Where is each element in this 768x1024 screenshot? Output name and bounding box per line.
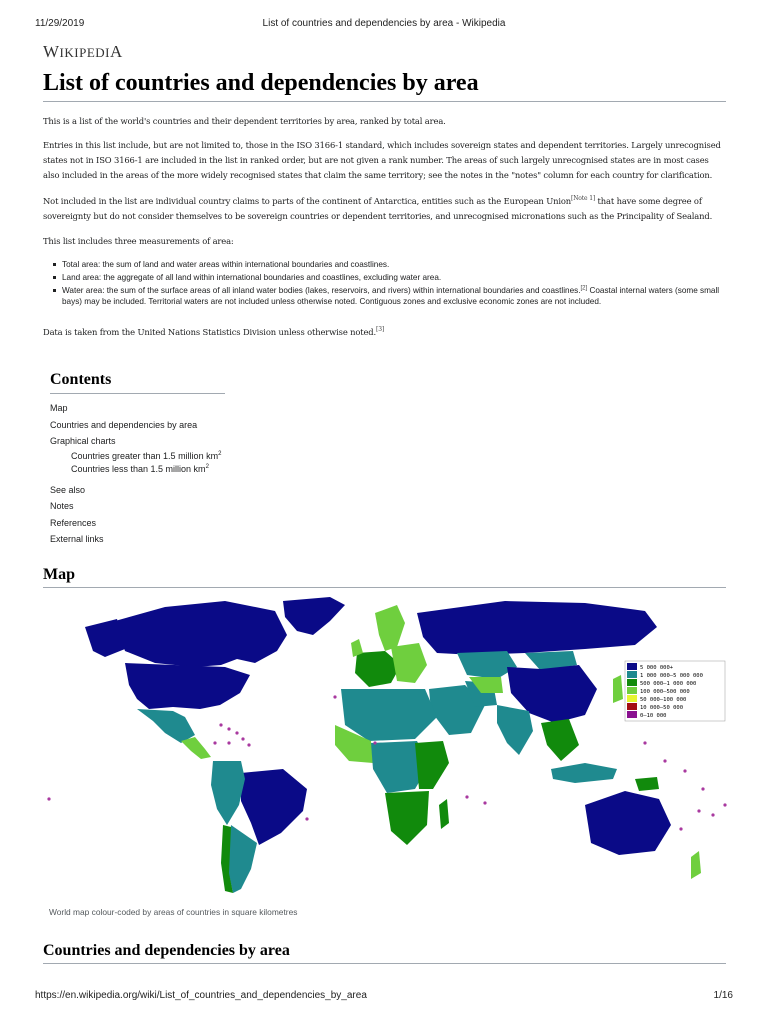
table-of-contents (50, 371, 225, 548)
toc-item-countries-by-area[interactable]: Countries and dependencies by area (50, 419, 198, 430)
map-caption: World map colour-coded by areas of countries in square kilometres (49, 907, 298, 917)
page-title: List of countries and dependencies by area (43, 70, 726, 102)
andes-countries-shape (211, 761, 245, 825)
small-island-dot (305, 817, 308, 820)
world-map[interactable] (45, 593, 735, 898)
small-island-dot (227, 741, 230, 744)
scandinavia-shape (375, 605, 405, 651)
legend-label: 0–10 000 (640, 713, 667, 719)
small-island-dot (235, 731, 238, 734)
central-america-shape (181, 737, 211, 759)
legend-swatch (627, 687, 637, 694)
legend-label: 100 000–500 000 (640, 689, 690, 695)
print-title: List of countries and dependencies by area - Wikipedia (262, 18, 506, 29)
india-shape (497, 705, 533, 755)
toc-heading: Contents (50, 371, 225, 394)
small-island-dot (663, 759, 666, 762)
p3-part-a: Not included in the list are individual country claims to parts of the continent of Antarctica, entities such as the European Union (43, 196, 572, 206)
small-island-dot (723, 803, 726, 806)
small-island-dot (47, 797, 50, 800)
intro-paragraph-2-wrap (43, 138, 726, 183)
wordmark-text: WIKIPEDIA (43, 42, 123, 61)
wikipedia-wordmark[interactable] (43, 42, 123, 62)
small-island-dot (333, 695, 336, 698)
small-island-dot (643, 741, 646, 744)
new-zealand-shape (691, 851, 701, 879)
intro-paragraph-2: Entries in this list include, but are not limited to, those in the ISO 3166-1 standard, which includes sovereign states and dependent territories. Largely unrecognised states not in ISO 3166-1 are included in the list in ranked order, but are not given a rank number. The areas of such largely unrecognised states are in most cases also included in the areas of the more widely recognised states that claim the same territory; see the notes in the "notes" column for each country for clarification. (43, 140, 721, 180)
toc-list (50, 400, 225, 548)
small-island-dot (679, 827, 682, 830)
intro-paragraph-3-wrap (43, 194, 726, 224)
definitions-list (48, 259, 720, 307)
madagascar-shape (439, 799, 449, 829)
legend-swatch (627, 711, 637, 718)
print-url: https://en.wikipedia.org/wiki/List_of_countries_and_dependencies_by_area (35, 990, 367, 1001)
source-note-wrap (43, 325, 726, 340)
small-island-dot (697, 809, 700, 812)
east-africa-shape (415, 741, 449, 789)
legend-label: 10 000–50 000 (640, 705, 684, 711)
argentina-shape (227, 825, 257, 893)
canada-shape (115, 601, 287, 667)
toc-item-map[interactable]: Map (50, 403, 68, 413)
intro-paragraph-4: This list includes three measurements of area: (43, 236, 234, 246)
legend-label: 5 000 000+ (640, 665, 674, 671)
small-island-dot (483, 801, 486, 804)
definition-land-area: Land area: the aggregate of all land within international boundaries and coastlines, excluding water area. (62, 272, 720, 283)
print-footer (35, 990, 733, 1002)
definition-water-area: Water area: the sum of the surface areas of all inland water bodies (lakes, reservoirs, and rivers) within international boundaries and coastlines.[2] Coastal internal waters (some small bays) may be included. Territorial waters are not included unless otherwise noted. Contiguous zones and exclusive economic zones are not included. (62, 285, 720, 306)
small-island-dot (219, 723, 222, 726)
japan-shape (613, 675, 623, 703)
print-header (35, 18, 733, 30)
legend-label: 50 000–100 000 (640, 697, 687, 703)
print-date: 11/29/2019 (35, 18, 85, 29)
australia-shape (585, 791, 671, 855)
toc-item-greater-than[interactable]: Countries greater than 1.5 million $km^2$ (71, 450, 222, 461)
usa-shape (125, 663, 250, 709)
north-africa-shape (341, 689, 437, 741)
europe-east-shape (391, 643, 427, 683)
small-island-dot (241, 737, 244, 740)
p3-part-b: that have some degree of sovereignty but do not consider themselves to be sovereign countries or dependent territories, and unrecognised micronations such as the Principality of Sealand. (43, 196, 713, 221)
small-island-dot (373, 741, 376, 744)
legend-swatch (627, 671, 637, 678)
source-note: Data is taken from the United Nations Statistics Division unless otherwise noted.[3] (43, 326, 385, 337)
small-island-dot (213, 741, 216, 744)
definition-total-area: Total area: the sum of land and water areas within international boundaries and coastlines. (62, 259, 720, 270)
countries-section-heading: Countries and dependencies by area (43, 942, 726, 964)
world-map-svg (45, 593, 735, 898)
greenland-shape (283, 597, 345, 635)
intro-paragraph-1: This is a list of the world's countries and their dependent territories by area, ranked by total area. (43, 116, 446, 126)
png-shape (635, 777, 659, 791)
indonesia-shape (551, 763, 617, 783)
toc-item-see-also[interactable]: See also (50, 484, 86, 495)
ref-2-link[interactable]: [2] (580, 285, 588, 292)
toc-item-notes[interactable]: Notes (50, 501, 74, 511)
definitions-list-wrap (48, 259, 720, 309)
russia-shape (417, 601, 657, 655)
legend-swatch (627, 679, 637, 686)
legend-label: 1 000 000–5 000 000 (640, 673, 703, 679)
legend-label: 500 000–1 000 000 (640, 681, 697, 687)
note-1-link[interactable]: [Note 1] (571, 195, 596, 203)
ref-3-link[interactable]: [3] (376, 326, 385, 334)
toc-item-less-than[interactable]: Countries less than 1.5 million $km^2$ (71, 463, 209, 474)
intro-paragraph-3 (43, 194, 726, 224)
small-island-dot (465, 795, 468, 798)
kazakhstan-shape (457, 651, 517, 679)
toc-item-graphical-charts[interactable]: Graphical charts (50, 436, 116, 446)
toc-item-references[interactable]: References (50, 517, 97, 528)
legend-swatch (627, 695, 637, 702)
legend-swatch (627, 703, 637, 710)
small-island-dot (711, 813, 714, 816)
small-island-dot (227, 727, 230, 730)
small-island-dot (247, 743, 250, 746)
legend-swatch (627, 663, 637, 670)
southeast-asia-shape (541, 719, 579, 761)
map-legend (625, 661, 725, 721)
intro-paragraph-4-wrap (43, 234, 726, 249)
small-island-dot (683, 769, 686, 772)
map-section-heading: Map (43, 566, 726, 588)
brazil-shape (241, 769, 307, 845)
mexico-shape (137, 709, 195, 743)
southern-africa-shape (385, 791, 429, 845)
print-page-number: 1/16 (713, 990, 733, 1001)
intro-section (43, 114, 726, 129)
toc-item-external-links[interactable]: External links (50, 534, 104, 544)
small-island-dot (701, 787, 704, 790)
